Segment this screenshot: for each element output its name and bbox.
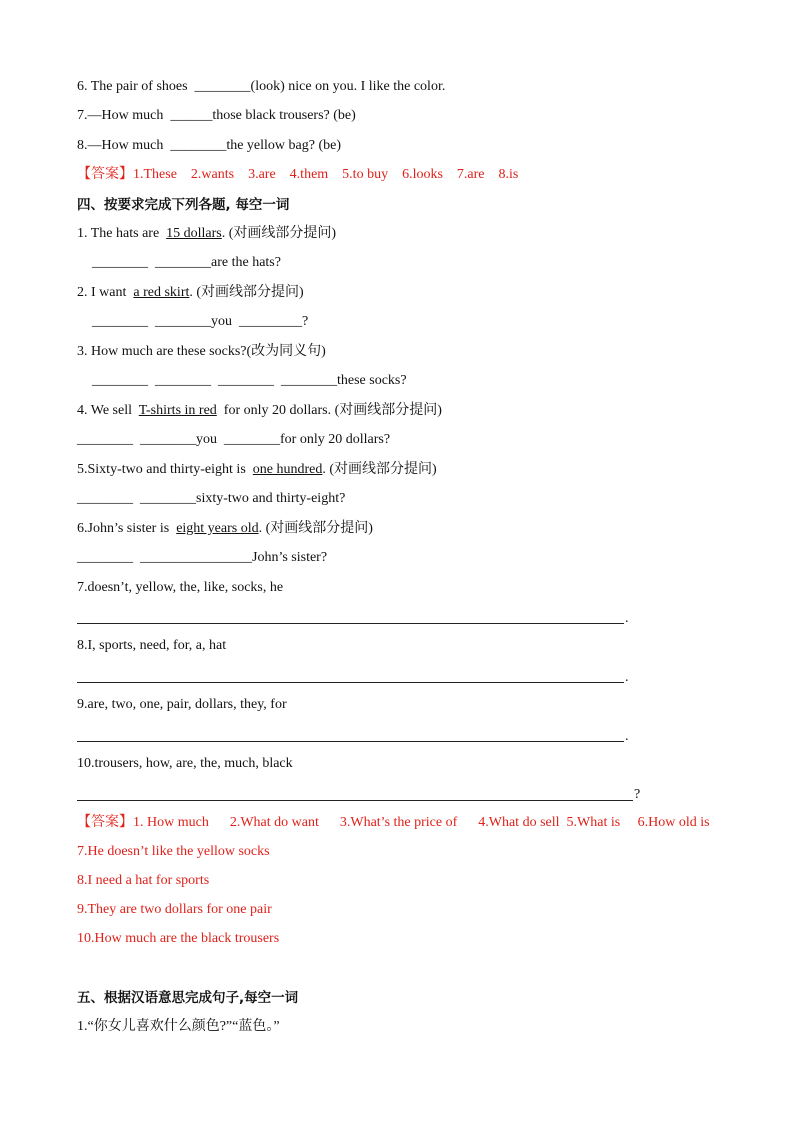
p4-question-4 (77, 402, 442, 420)
p4-question-5 (77, 461, 437, 479)
answer-text: 1.These 2.wants 3.are 4.them 5.to buy 6.looks 7.are 8.is (133, 167, 519, 182)
p4-blank-3: ________ ________ ________ ________these socks? (92, 373, 407, 388)
underlined-phrase: a red skirt (133, 285, 190, 300)
p4-answer-8: 8.I need a hat for sports (77, 873, 210, 888)
rule-end-mark: ? (634, 787, 641, 802)
p4-question-6 (77, 520, 373, 538)
p4-blank-5: ________ ________sixty-two and thirty-eight? (77, 491, 346, 506)
p4-blank-2: ________ ________you _________? (92, 314, 309, 329)
p4-question-2 (77, 284, 304, 302)
p4-blank-4: ________ ________you ________for only 20 dollars? (77, 432, 391, 447)
q-text: for only 20 dollars. (对画线部分提问) (216, 403, 442, 418)
p4-question-3: 3. How much are these socks?(改为同义句) (77, 344, 326, 359)
p4-question-7: 7.doesn’t, yellow, the, like, socks, he (77, 580, 284, 595)
p4-answer-10: 10.How much are the black trousers (77, 931, 280, 946)
p4-blank-6: ________ ________________John’s sister? (77, 550, 328, 565)
p4-question-8: 8.I, sports, need, for, a, hat (77, 638, 227, 653)
p3-answer-line (77, 166, 518, 184)
underlined-phrase: T-shirts in red (138, 403, 217, 418)
q-text: . (对画线部分提问) (221, 226, 337, 241)
rule-end-mark: . (625, 611, 629, 626)
rule-end-mark: . (625, 729, 629, 744)
answer-label: 【答案】 (77, 815, 133, 830)
p4-answer-line (77, 814, 710, 832)
underlined-phrase: eight years old (176, 521, 259, 536)
p4-answer-7: 7.He doesn’t like the yellow socks (77, 844, 270, 859)
p4-question-10: 10.trousers, how, are, the, much, black (77, 756, 293, 771)
answer-rule (77, 623, 624, 624)
answer-label: 【答案】 (77, 167, 133, 182)
p4-answer-9: 9.They are two dollars for one pair (77, 902, 272, 917)
p4-question-9: 9.are, two, one, pair, dollars, they, for (77, 697, 287, 712)
underlined-phrase: 15 dollars (166, 226, 222, 241)
answer-rule (77, 682, 624, 683)
q-text: . (对画线部分提问) (322, 462, 437, 477)
q-text: . (对画线部分提问) (189, 285, 304, 300)
q-text: 6.John’s sister is (77, 521, 177, 536)
q-text: 4. We sell (77, 403, 139, 418)
p3-question-6: 6. The pair of shoes ________(look) nice on you. I like the color. (77, 79, 446, 94)
p4-question-1 (77, 225, 336, 243)
answer-rule (77, 800, 633, 801)
q-text: 5.Sixty-two and thirty-eight is (77, 462, 253, 477)
rule-end-mark: . (625, 670, 629, 685)
q-text: 1. The hats are (77, 226, 167, 241)
underlined-phrase: one hundred (252, 462, 323, 477)
p4-blank-1: ________ ________are the hats? (92, 255, 281, 270)
p5-question-1: 1.“你女儿喜欢什么颜色?”“蓝色。” (77, 1019, 280, 1034)
q-text: . (对画线部分提问) (258, 521, 373, 536)
answer-rule (77, 741, 624, 742)
section-4-heading: 四、按要求完成下列各题, 每空一词 (77, 197, 290, 213)
section-5-heading: 五、根据汉语意思完成句子,每空一词 (77, 990, 299, 1006)
p3-question-7: 7.—How much ______those black trousers? (be) (77, 108, 356, 123)
p3-question-8: 8.—How much ________the yellow bag? (be) (77, 138, 341, 153)
q-text: 2. I want (77, 285, 134, 300)
answer-text: 1. How much 2.What do want 3.What’s the price of 4.What do sell 5.What is 6.How old is (133, 815, 710, 830)
